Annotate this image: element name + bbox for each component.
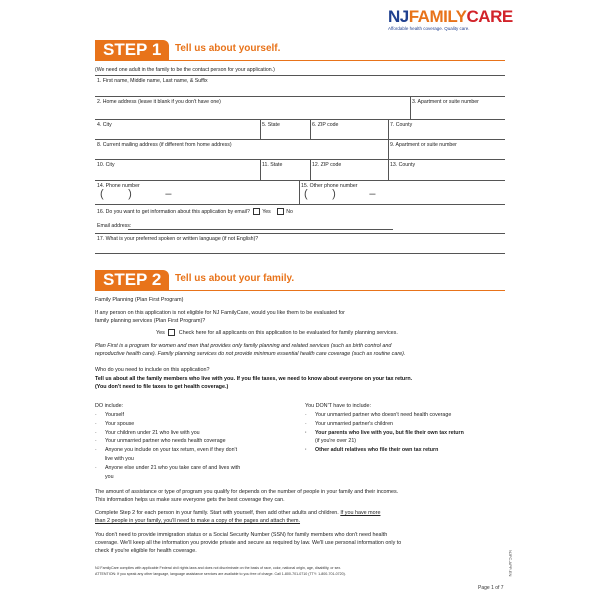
- field-mailing-address-input[interactable]: [95, 159, 505, 160]
- amount-text-2: This information helps us make sure everyone gets the best coverage they can.: [95, 497, 285, 503]
- field-zip-label: 6. ZIP code: [312, 122, 339, 128]
- list-item: · Your unmarried partner who needs health coverage: [95, 438, 226, 445]
- field-mailing-city-label: 10. City: [97, 162, 115, 168]
- list-item: · Other adult relatives who file their own tax return: [305, 447, 439, 454]
- page-number: Page 1 of 7: [478, 585, 504, 591]
- list-item: · Your spouse: [95, 420, 135, 427]
- logo-tagline: Affordable health coverage. Quality care.: [388, 26, 470, 31]
- who-to-include-heading: Who do you need to include on this application?: [95, 367, 210, 373]
- field-apartment-label: 3. Apartment or suite number: [412, 99, 479, 105]
- family-planning-question-2: family planning services (Plan First Program)?: [95, 318, 206, 324]
- field-home-address-input[interactable]: [95, 119, 505, 120]
- field-mailing-state-label: 11. State: [262, 162, 283, 168]
- step1-title: Tell us about yourself.: [175, 43, 281, 54]
- field-mailing-county-label: 13. County: [390, 162, 416, 168]
- field-name-input[interactable]: [95, 96, 505, 97]
- list-item: · Anyone you include on your tax return, even if they don't: [95, 447, 238, 454]
- list-item: · Anyone else under 21 who you take care of and lives with: [95, 464, 241, 471]
- complete-step-text-2: than 2 people in your family, you'll need to make a copy of the pages and attach them.: [95, 518, 301, 524]
- do-include-list: [95, 411, 240, 481]
- list-item: · Your unmarried partner's children: [305, 420, 393, 427]
- step1-header: [95, 40, 505, 61]
- step2-title: Tell us about your family.: [175, 273, 295, 284]
- email-yes-checkbox[interactable]: [253, 208, 260, 215]
- list-item: · Yourself: [95, 412, 124, 418]
- list-item: (if you're over 21): [315, 438, 357, 445]
- list-item: · Your parents who live with you, but file their own tax return: [305, 429, 464, 436]
- email-no-checkbox[interactable]: [277, 208, 284, 215]
- family-planning-heading: Family Planning (Plan First Program): [95, 297, 184, 303]
- field-city-row-input[interactable]: [95, 139, 505, 140]
- complete-step-text-1: Complete Step 2 for each person in your family. Start with yourself, then add other adults and children. If you have more: [95, 510, 381, 516]
- field-county-label: 7. County: [390, 122, 413, 128]
- step1-intro: (We need one adult in the family to be the contact person for your application.): [95, 67, 275, 73]
- field-language-input[interactable]: [95, 253, 505, 254]
- footer-language-assistance: ATTENTION: If you speak any other language, language assistance services are available to you free of charge. Call 1-800-701-0710 (TTY: 1-800-701-0720).: [95, 572, 346, 576]
- dont-include-list: [305, 411, 464, 455]
- field-email-question: 16. Do you want to get information about this application by email? Yes No: [97, 208, 293, 215]
- list-item: · Your unmarried partner who doesn't need health coverage: [305, 412, 452, 418]
- list-item: live with you: [105, 455, 134, 462]
- field-other-phone-label: 15. Other phone number: [301, 183, 358, 189]
- field-language-label: 17. What is your preferred spoken or written language (if not English)?: [97, 236, 259, 242]
- ssn-text-3: check if you're eligible for health coverage.: [95, 548, 197, 554]
- family-planning-yes-label: Yes: [156, 329, 165, 336]
- field-phone-label: 14. Phone number: [97, 183, 140, 189]
- step1-tab: STEP 1: [95, 40, 169, 60]
- step2-header: [95, 270, 505, 291]
- family-planning-question-1: If any person on this application is not eligible for NJ FamilyCare, would you like them to be evaluated for: [95, 310, 345, 316]
- dont-include-heading: You DON'T have to include:: [305, 403, 372, 409]
- email-address-label: Email address:: [97, 223, 132, 229]
- field-name-label: 1. First name, Middle name, Last name, & Suffix: [97, 78, 208, 84]
- logo-wordmark: NJFAMILYCARE: [388, 7, 513, 26]
- nj-familycare-logo: [388, 7, 513, 36]
- list-item: · Your children under 21 who live with you: [95, 429, 200, 436]
- tell-us-line-2: (You don't need to file taxes to get health coverage.): [95, 384, 229, 390]
- field-phone-input[interactable]: ( ) –: [100, 188, 172, 200]
- email-address-input[interactable]: [128, 229, 393, 230]
- field-other-phone-input[interactable]: ( ) –: [304, 188, 376, 200]
- form-code: NJFC-APP-EN: [508, 550, 513, 577]
- ssn-text-1: You don't need to provide immigration status or a Social Security Number (SSN) for family members who don't need health: [95, 532, 388, 538]
- amount-text-1: The amount of assistance or type of program you qualify for depends on the number of people in your family and their incomes.: [95, 489, 399, 495]
- email-yes-label: Yes: [262, 208, 271, 215]
- family-planning-checkbox[interactable]: [168, 329, 175, 336]
- field-home-address-label: 2. Home address (leave it blank if you don't have one): [97, 99, 221, 105]
- ssn-text-2: coverage. We'll keep all the information you provide private and secure as required by law. We'll use personal information only to: [95, 540, 402, 546]
- field-mailing-address-label: 8. Current mailing address (if different from home address): [97, 142, 232, 148]
- email-no-label: No: [286, 208, 293, 215]
- tell-us-line-1: Tell us about all the family members who live with you. If you file taxes, we need to know about everyone on your tax return.: [95, 376, 413, 382]
- plan-first-desc-2: reproductive health care). Family planning services do not provide minimum essential health care coverage (such as routine care).: [95, 351, 406, 357]
- field-mailing-apartment-label: 9. Apartment or suite number: [390, 142, 457, 148]
- family-planning-yes-row: [156, 329, 398, 336]
- field-state-label: 5. State: [262, 122, 280, 128]
- plan-first-desc-1: Plan First is a program for women and men that provides only family planning and related services (such as birth control and: [95, 343, 392, 349]
- do-include-heading: DO include:: [95, 403, 124, 409]
- field-mailing-city-row-input[interactable]: [95, 180, 505, 181]
- footer-nondiscrimination: NJ FamilyCare complies with applicable Federal civil rights laws and does not discriminate on the basis of race, color, national origin, age, disability, or sex.: [95, 566, 342, 570]
- family-planning-check-text: Check here for all applicants on this application to be evaluated for family planning services.: [178, 329, 398, 336]
- list-item: you: [105, 473, 114, 480]
- step2-tab: STEP 2: [95, 270, 169, 290]
- field-mailing-zip-label: 12. ZIP code: [312, 162, 342, 168]
- field-city-label: 4. City: [97, 122, 112, 128]
